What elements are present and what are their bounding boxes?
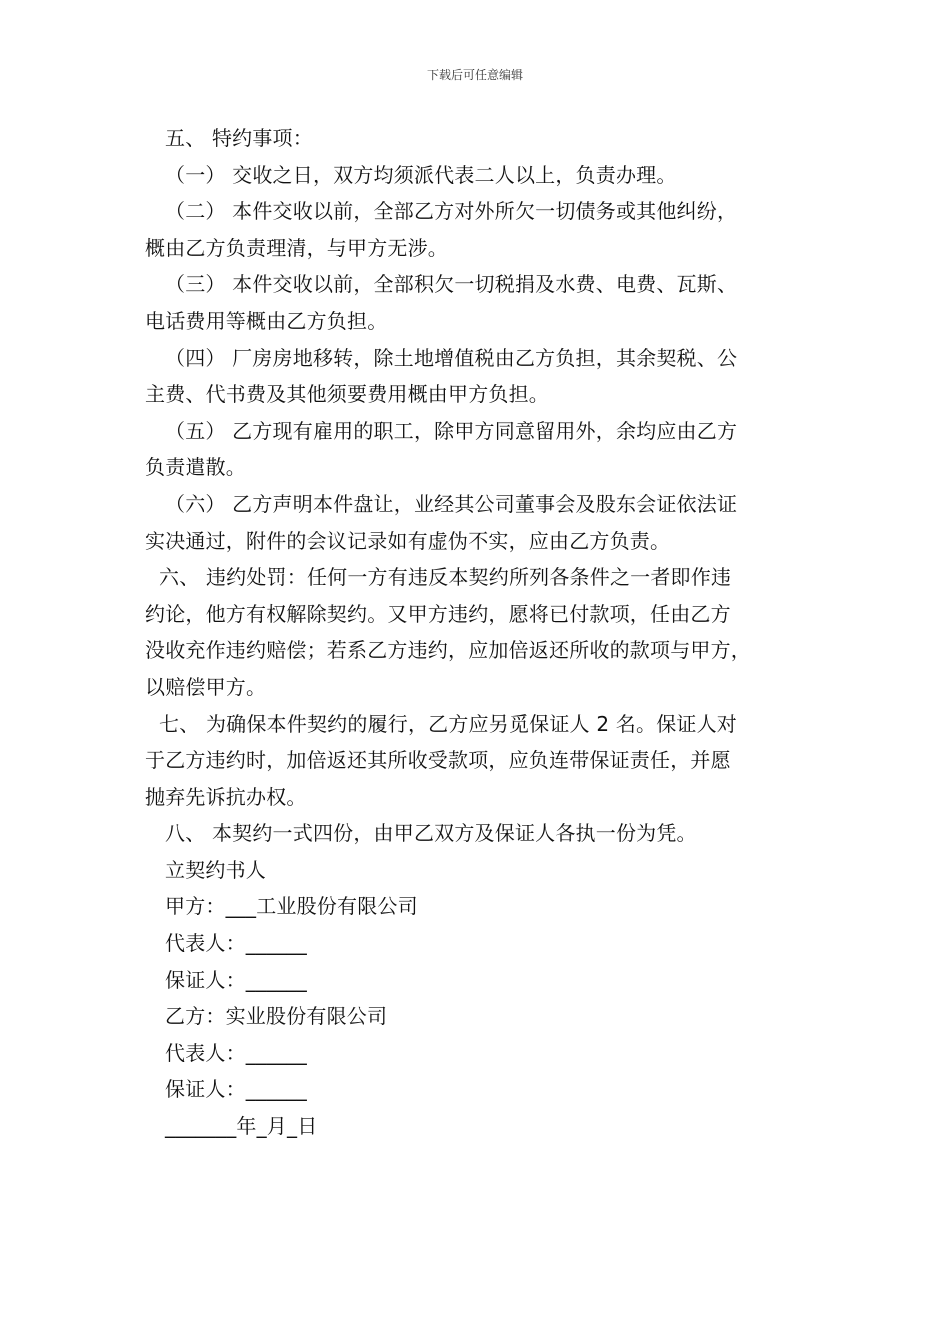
section-7-line-1: 七、 为确保本件契约的履行，乙方应另觅保证人 2 名。保证人对 [159, 711, 737, 736]
document-body [145, 120, 825, 1145]
section-6-line-4: 以赔偿甲方。 [145, 674, 267, 699]
header-note: 下载后可任意编辑 [426, 68, 523, 82]
section-6-line-3: 没收充作违约赔偿；若系乙方违约，应加倍返还所收的款项与甲方， [145, 638, 751, 663]
clause-5-6-line-2: 实决通过，附件的会议记录如有虚伪不实，应由乙方负责。 [145, 528, 671, 553]
clause-5-2-line-2: 概由乙方负责理清，与甲方无涉。 [145, 235, 448, 260]
clause-5-6-line-1: （六） 乙方声明本件盘让，业经其公司董事会及股东会证依法证 [165, 491, 738, 516]
section-6-line-2: 约论，他方有权解除契约。又甲方违约，愿将已付款项，任由乙方 [145, 601, 731, 626]
signatories-heading: 立契约书人 [165, 857, 266, 882]
party-a-representative: 代表人：______ [165, 931, 307, 956]
party-a-name: 甲方：___工业股份有限公司 [165, 894, 418, 919]
party-a-guarantor: 保证人：______ [165, 967, 307, 992]
section-6-line-1: 六、 违约处罚：任何一方有违反本契约所列各条件之一者即作违 [159, 565, 732, 590]
clause-5-3-line-1: （三） 本件交收以前，全部积欠一切税捐及水费、电费、瓦斯、 [165, 272, 738, 297]
section-7-line-2: 于乙方违约时，加倍返还其所收受款项，应负连带保证责任，并愿 [145, 748, 731, 773]
section-7-line-3: 抛弃先诉抗办权。 [145, 784, 307, 809]
clause-5-1: （一） 交收之日，双方均须派代表二人以上，负责办理。 [165, 162, 677, 187]
party-b-name: 乙方：实业股份有限公司 [165, 1004, 388, 1029]
clause-5-4-line-1: （四） 厂房房地移转，除土地增值税由乙方负担，其余契税、公 [165, 345, 738, 370]
clause-5-4-line-2: 主费、代书费及其他须要费用概由甲方负担。 [145, 382, 549, 407]
clause-5-5-line-2: 负责遣散。 [145, 455, 246, 480]
party-b-guarantor: 保证人：______ [165, 1077, 307, 1102]
clause-5-2-line-1: （二） 本件交收以前，全部乙方对外所欠一切债务或其他纠纷， [165, 199, 738, 224]
clause-5-3-line-2: 电话费用等概由乙方负担。 [145, 308, 388, 333]
section-5-heading: 五、 特约事项： [165, 126, 313, 150]
party-b-representative: 代表人：______ [165, 1040, 307, 1065]
section-8: 八、 本契约一式四份，由甲乙双方及保证人各执一份为凭。 [165, 821, 697, 846]
signing-date: _______年_月_日 [165, 1114, 318, 1139]
clause-5-5-line-1: （五） 乙方现有雇用的职工，除甲方同意留用外，余均应由乙方 [165, 418, 738, 443]
